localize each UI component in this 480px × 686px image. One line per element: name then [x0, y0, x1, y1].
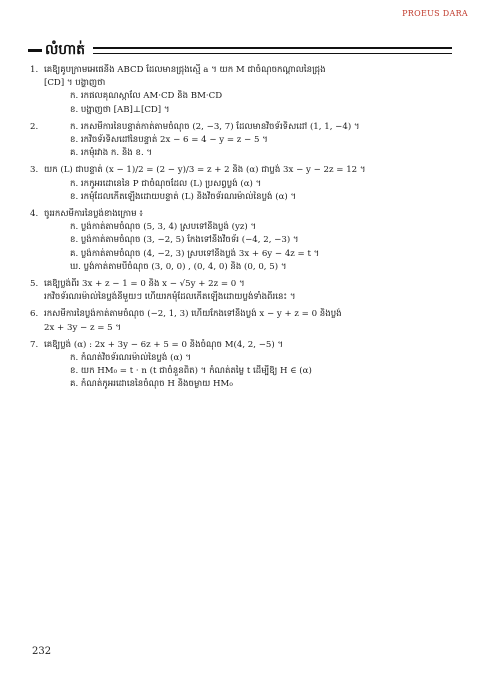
- exercise-2b: ខ. រកវិចទ័រទិសដៅនៃបន្ទាត់ 2x − 6 = 4 − y = z − 5 ។: [70, 135, 268, 146]
- exercise-3: 3. យក (L) ជាបន្ទាត់ (x − 1)/2 = (2 − y)/3 = z + 2 និង (α) ជាប្លង់ 3x − y − 2z = 12 ។: [30, 165, 366, 176]
- exercise-1b: ខ. បង្ហាញថា [AB]⊥[CD] ។: [70, 104, 170, 115]
- exercise-1a: ក. រកផលគុណស្កាលែ AM·CD និង BM·CD: [70, 91, 223, 102]
- exercise-1-line: 1. គេឱ្យគូបក្រាមអេផេនីង ABCD ដែលមានជ្រុងស្មើ a ។ យក M ជាចំណុចកណ្តាលនៃជ្រុង: [30, 65, 326, 75]
- exercise-4: 4. ចូររកសមីការនៃប្លង់ខាងក្រោម ៖: [30, 209, 144, 220]
- exercise-6-line: 2x + 3y − z = 5 ។: [44, 322, 122, 333]
- exercise-1-line: [CD] ។ បង្ហាញថា: [44, 78, 106, 89]
- exercise-4d: ឃ. ប្លង់កាត់តាមបីចំណុច (3, 0, 0) , (0, 4, 0) និង (0, 0, 5) ។: [70, 261, 287, 272]
- exercise-6: 6. រកសមីការនៃប្លង់កាត់តាមចំណុច (−2, 1, 3) ហើយកែងទៅនឹងប្លង់ x − y + z = 0 និងប្លង់: [30, 309, 342, 320]
- exercise-list: [30, 64, 454, 392]
- section-title: លំហាត់: [45, 42, 85, 58]
- exercise-5: 5. គេឱ្យប្លង់ពីរ 3x + z − 1 = 0 និង x − √5y + 2z = 0 ។: [30, 279, 245, 290]
- exercise-7b: ខ. យក HM₀ = t · n (t ជាចំនួនពិត) ។ កំណត់តម្លៃ t ដើម្បីឱ្យ H ∈ (α): [70, 366, 312, 377]
- header-watermark: PROEUS DARA: [402, 9, 468, 18]
- heading-rule: [93, 47, 452, 54]
- exercise-3a: ក. រកកូអរដោនេនៃ P ជាចំណុចដែល (L) ប្រសព្វប្លង់ (α) ។: [70, 178, 262, 189]
- exercise-7c: គ. កំណត់កូអរដោនេនៃចំណុច H និងចម្ងាយ HM₀: [70, 379, 233, 390]
- exercise-4b: ខ. ប្លង់កាត់តាមចំណុច (3, −2, 5) កែងទៅនឹងវិចទ័រ (−4, 2, −3) ។: [70, 235, 299, 246]
- exercise-3b: ខ. រកមុំដែលកើតឡើងដោយបន្ទាត់ (L) និងវិចទ័រណរម៉ាល់នៃប្លង់ (α) ។: [70, 191, 297, 202]
- exercise-7: 7. គេឱ្យប្លង់ (α) : 2x + 3y − 6z + 5 = 0 និងចំណុច M(4, 2, −5) ។: [30, 339, 284, 350]
- exercise-7a: ក. កំណត់វិចទ័រណរម៉ាល់នៃប្លង់ (α) ។: [70, 353, 191, 364]
- section-heading: [28, 40, 452, 61]
- exercise-5-line: រកវិចទ័រណរម៉ាល់នៃប្លង់នីមួយៗ ហើយរកមុំដែលកើតឡើងដោយប្លង់ទាំងពីរនេះ ។: [44, 292, 296, 303]
- exercise-4a: ក. ប្លង់កាត់តាមចំណុច (5, 3, 4) ស្របទៅនឹងប្លង់ (yz) ។: [70, 222, 257, 233]
- page-number: 232: [32, 646, 52, 657]
- exercise-2c: គ. រកមុំរវាង ក. និង ខ. ។: [70, 148, 153, 159]
- heading-dash: [28, 49, 42, 52]
- exercise-4c: គ. ប្លង់កាត់តាមចំណុច (4, −2, 3) ស្របទៅនឹងប្លង់ 3x + 6y − 4z = t ។: [70, 248, 320, 259]
- exercise-2a: 2. ក. រកសមីការនៃបន្ទាត់កាត់តាមចំណុច (2, −3, 7) ដែលមានវិចទ័រទិសដៅ (1, 1, −4) ។: [30, 121, 360, 132]
